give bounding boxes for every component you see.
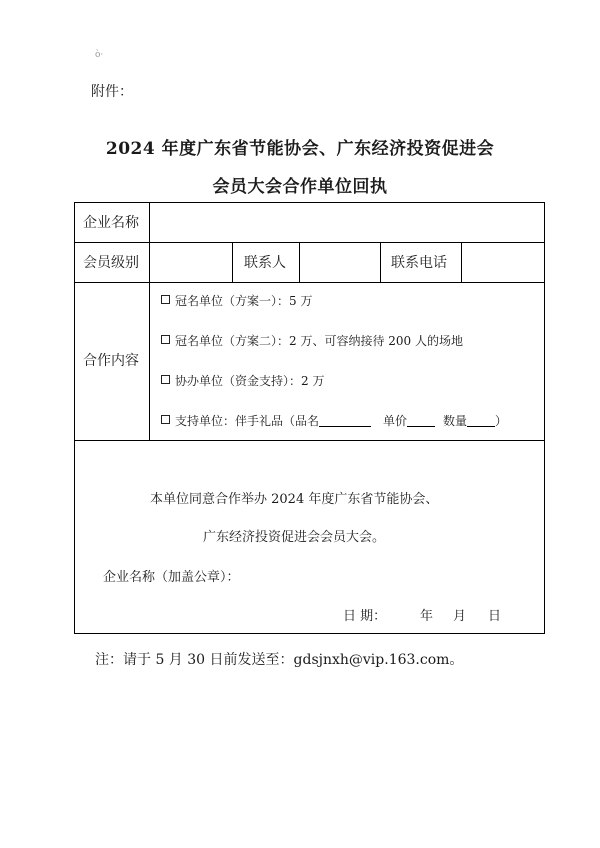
quantity-label: 数量 bbox=[443, 414, 468, 428]
contact-label: 联系人 bbox=[244, 255, 286, 271]
option-label: 协办单位（资金支持）：2 万 bbox=[175, 374, 325, 388]
statement-line-1: 本单位同意合作举办 2024 年度广东省节能协会、 bbox=[150, 492, 439, 507]
attachment-label: 附件： bbox=[91, 84, 133, 100]
unit-price-label: 单价 bbox=[383, 414, 408, 428]
option-co-organizer[interactable] bbox=[161, 371, 324, 391]
column-divider bbox=[461, 242, 462, 282]
phone-field[interactable] bbox=[469, 253, 539, 273]
cooperation-label: 合作内容 bbox=[83, 353, 139, 369]
seal-label: 企业名称（加盖公章）： bbox=[103, 570, 240, 585]
option-label: 支持单位：伴手礼品（品名 bbox=[175, 414, 320, 428]
date-month-label: 月 bbox=[453, 609, 467, 624]
date-day-label: 日 bbox=[488, 609, 502, 624]
company-name-field[interactable] bbox=[159, 213, 534, 233]
checkbox-icon[interactable] bbox=[161, 375, 170, 384]
option-naming-plan-1[interactable] bbox=[161, 291, 312, 311]
column-divider bbox=[299, 242, 300, 282]
option-label: 冠名单位（方案二）：2 万、可容纳接待 200 人的场地 bbox=[175, 334, 463, 348]
option-close-paren: ） bbox=[495, 414, 508, 428]
checkbox-icon[interactable] bbox=[161, 295, 170, 304]
phone-label: 联系电话 bbox=[391, 255, 447, 271]
member-level-field[interactable] bbox=[157, 253, 227, 273]
date-label: 日 期： bbox=[343, 609, 387, 624]
quantity-blank[interactable] bbox=[467, 414, 495, 427]
row-divider bbox=[75, 242, 544, 243]
statement-line-2: 广东经济投资促进会会员大会。 bbox=[203, 530, 386, 545]
reply-form-table bbox=[74, 202, 545, 634]
member-level-label: 会员级别 bbox=[83, 255, 139, 271]
submission-note: 注：请于 5 月 30 日前发送至：gdsjnxh@vip.163.com。 bbox=[95, 652, 464, 668]
title-line-1: 2024 年度广东省节能协会、广东经济投资促进会 bbox=[105, 139, 495, 159]
row-divider bbox=[75, 282, 544, 283]
unit-price-blank[interactable] bbox=[407, 414, 435, 427]
column-divider bbox=[149, 203, 150, 440]
row-divider bbox=[75, 440, 544, 441]
corner-mark: ò· bbox=[95, 50, 104, 60]
date-year-label: 年 bbox=[420, 609, 434, 624]
gift-name-blank[interactable] bbox=[319, 414, 371, 427]
checkbox-icon[interactable] bbox=[161, 415, 170, 424]
column-divider bbox=[232, 242, 233, 282]
column-divider bbox=[380, 242, 381, 282]
checkbox-icon[interactable] bbox=[161, 335, 170, 344]
title-line-2: 会员大会合作单位回执 bbox=[212, 177, 388, 197]
option-label: 冠名单位（方案一）：5 万 bbox=[175, 294, 313, 308]
contact-field[interactable] bbox=[307, 253, 375, 273]
company-name-label: 企业名称 bbox=[83, 215, 139, 231]
option-supporter[interactable] bbox=[161, 411, 507, 431]
option-naming-plan-2[interactable] bbox=[161, 331, 463, 351]
